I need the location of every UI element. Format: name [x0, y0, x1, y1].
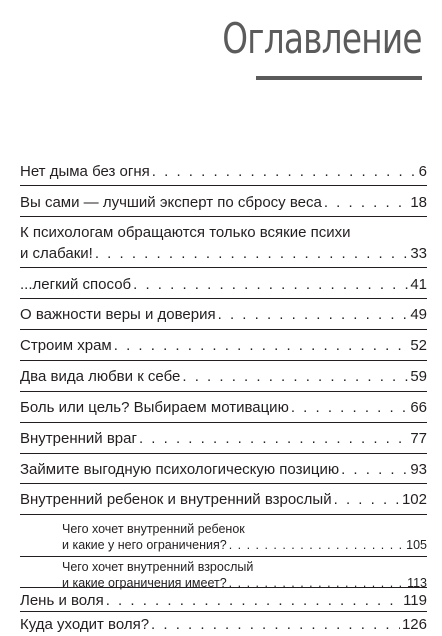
toc-entry[interactable] [20, 366, 427, 387]
divider [20, 267, 427, 268]
toc-entry-title: О важности веры и доверия [20, 306, 216, 323]
divider [20, 185, 427, 186]
dot-leader [341, 459, 408, 480]
toc-entry-page: 77 [410, 430, 427, 447]
toc-entry-page: 102 [401, 491, 427, 508]
divider [20, 587, 427, 588]
dot-leader [106, 590, 401, 611]
toc-entry-title: Внутренний ребенок и внутренний взрослый [20, 491, 332, 508]
toc-entry-title: и какие у него ограничения? [62, 538, 227, 552]
toc-entry-page: 49 [410, 306, 427, 323]
toc-entry[interactable] [20, 335, 427, 356]
toc-entry-title-line1: К психологам обращаются только всякие психи [20, 224, 351, 241]
toc-entry[interactable] [20, 489, 427, 510]
toc-entry[interactable] [20, 459, 427, 480]
toc-entry-title: Боль или цель? Выбираем мотивацию [20, 399, 289, 416]
divider [20, 216, 427, 217]
divider [20, 360, 427, 361]
toc-entry-title-line1: Чего хочет внутренний ребенок [62, 522, 245, 536]
toc-entry-page: 119 [403, 592, 427, 609]
toc-entry-page: 66 [410, 399, 427, 416]
toc-entry[interactable] [20, 397, 427, 418]
toc-entry[interactable] [20, 614, 427, 635]
dot-leader [139, 428, 408, 449]
toc-entry-title: Два вида любви к себе [20, 368, 181, 385]
dot-leader [334, 489, 400, 510]
divider [20, 453, 427, 454]
toc-entry-title: ...легкий способ [20, 276, 132, 293]
dot-leader [95, 243, 408, 264]
toc-entry-title-line1: Чего хочет внутренний взрослый [62, 560, 254, 574]
toc-entry[interactable] [20, 590, 427, 611]
title-underline [256, 76, 422, 80]
dot-leader [151, 614, 400, 635]
toc-entry-page: 93 [410, 461, 427, 478]
toc-entry-page: 18 [410, 194, 427, 211]
divider [20, 422, 427, 423]
toc-entry-title: Внутренний враг [20, 430, 137, 447]
toc-entry-page: 59 [410, 368, 427, 385]
page-title: Оглавление [222, 14, 422, 63]
toc-entry-title: Займите выгодную психологическую позицию [20, 461, 340, 478]
toc-entry-page: 126 [401, 616, 427, 633]
toc-entry-title: Лень и воля [20, 592, 104, 609]
dot-leader [218, 304, 409, 325]
toc-entry-page: 6 [418, 163, 427, 180]
divider [20, 514, 427, 515]
dot-leader [182, 366, 408, 387]
toc-entry-title: Строим храм [20, 337, 112, 354]
dot-leader [324, 192, 409, 213]
dot-leader [152, 161, 417, 182]
toc-entry-title: Вы сами — лучший эксперт по сбросу веса [20, 194, 322, 211]
toc-entry-title: и какие ограничения имеет? [62, 576, 227, 590]
toc-entry[interactable] [20, 304, 427, 325]
toc-entry[interactable] [20, 222, 427, 264]
toc-entry-page: 105 [406, 538, 427, 552]
toc-entry-page: 113 [407, 576, 427, 590]
divider [20, 391, 427, 392]
dot-leader [114, 335, 409, 356]
toc-entry-page: 33 [410, 245, 427, 262]
dot-leader [229, 575, 405, 591]
toc-entry[interactable] [20, 192, 427, 213]
divider [20, 329, 427, 330]
divider [20, 483, 427, 484]
toc-entry[interactable] [20, 428, 427, 449]
toc-entry-page: 41 [410, 276, 427, 293]
divider [20, 556, 427, 557]
dot-leader [291, 397, 408, 418]
divider [20, 611, 427, 612]
dot-leader [133, 274, 408, 295]
toc-subentry[interactable] [62, 521, 427, 553]
toc-entry-page: 52 [410, 337, 427, 354]
toc-entry-title: Куда уходит воля? [20, 616, 150, 633]
divider [20, 298, 427, 299]
toc-entry[interactable] [20, 274, 427, 295]
toc-entry-title: и слабаки! [20, 245, 93, 262]
toc-entry-title: Нет дыма без огня [20, 163, 150, 180]
dot-leader [229, 537, 404, 553]
toc-entry[interactable] [20, 161, 427, 182]
